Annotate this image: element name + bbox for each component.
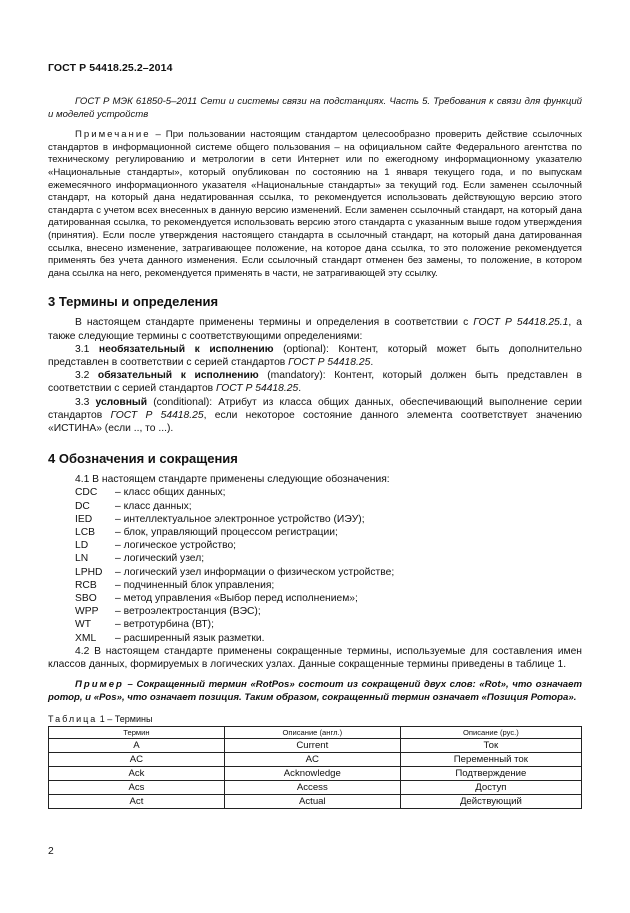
abbreviation-item: [75, 605, 582, 618]
example-label: Пример: [75, 679, 124, 691]
abbr-key: LD: [75, 540, 89, 552]
intro-text-end: , а также следующие термины с соответствующими определениями:: [48, 317, 583, 342]
section-4-1: 4.1 В настоящем стандарте применены следующие обозначения:: [75, 474, 390, 486]
column-header: Описание (рус.): [400, 727, 581, 739]
table-row: [49, 753, 582, 767]
page-number: 2: [48, 846, 54, 857]
term-3-1: [48, 343, 582, 369]
abbr-value: – логический узел информации о физическом устройстве;: [115, 566, 395, 578]
abbr-key: LN: [75, 553, 89, 565]
abbr-value: – класс данных;: [115, 500, 192, 512]
table-cell: Переменный ток: [400, 753, 581, 767]
table-header-row: [49, 727, 582, 739]
abbr-value: – логический узел;: [115, 553, 205, 565]
section-3-intro: [48, 316, 582, 342]
table-cell: Ack: [49, 767, 225, 781]
term-name: обязательный к исполнению: [97, 370, 259, 382]
table-row: [49, 781, 582, 795]
terms-table: [48, 726, 582, 809]
term-definition-end: , если некоторое состояние данного элемента соответствует значению «ИСТИНА» (если .., то ...).: [48, 409, 582, 434]
abbreviation-item: [75, 526, 582, 539]
table-caption-text: 1 – Термины: [97, 714, 153, 725]
abbreviation-item: [75, 513, 582, 526]
table-cell: Ток: [400, 739, 581, 753]
abbr-key: IED: [75, 513, 93, 525]
table-cell: Действующий: [400, 795, 581, 809]
table-cell: Actual: [224, 795, 400, 809]
abbr-key: CDC: [75, 487, 98, 499]
table-row: [49, 739, 582, 753]
abbr-value: – ветроэлектростанция (ВЭС);: [115, 606, 261, 618]
abbr-value: – метод управления «Выбор перед исполнением»;: [115, 592, 358, 604]
term-definition: (optional): Контент, который может быть дополнительно представлен в соответствии с серией стандартов: [48, 343, 582, 368]
abbr-value: – ветротурбина (ВТ);: [115, 619, 214, 631]
term-number: 3.3: [75, 396, 96, 408]
note-paragraph: [48, 129, 582, 280]
abbreviation-item: [75, 618, 582, 631]
abbr-value: – расширенный язык разметки.: [115, 632, 265, 644]
term-name: необязательный к исполнению: [98, 343, 274, 355]
example-paragraph: [48, 679, 582, 704]
abbreviation-item: [75, 486, 582, 499]
abbreviation-item: [75, 592, 582, 605]
abbr-key: DC: [75, 500, 90, 512]
table-cell: Access: [224, 781, 400, 795]
term-number: 3.2: [75, 370, 98, 382]
table-caption-label: Таблица: [48, 714, 98, 725]
term-definition: (mandatory): Контент, который должен быть представлен в соответствии с серией стандартов: [48, 370, 582, 395]
abbr-value: – класс общих данных;: [115, 487, 226, 499]
abbr-key: LCB: [75, 526, 96, 538]
term-ref: ГОСТ Р 54418.25: [288, 356, 371, 368]
abbr-key: SBO: [75, 592, 97, 604]
term-3-3: [48, 396, 582, 436]
table-cell: Acknowledge: [224, 767, 400, 781]
note-label: Примечание: [75, 129, 151, 141]
abbreviation-item: [75, 579, 582, 592]
table-cell: Подтверждение: [400, 767, 581, 781]
abbr-key: XML: [75, 632, 97, 644]
abbr-value: – подчиненный блок управления;: [115, 579, 275, 591]
term-3-2: [48, 369, 582, 395]
section-4-2: 4.2 В настоящем стандарте применены сокращенные термины, используемые для составления имен классов данных, формируемых в логических узлах. Данные сокращенные термины приведены в таблице 1.: [48, 645, 582, 670]
doc-header: ГОСТ Р 54418.25.2–2014: [48, 62, 173, 74]
term-definition: (conditional): Атрибут из класса общих данных, обеспечивающий выполнение серии стандартов: [48, 396, 582, 421]
table-row: [49, 767, 582, 781]
table-cell: Current: [224, 739, 400, 753]
abbr-value: – блок, управляющий процессом регистрации;: [115, 526, 338, 538]
table-cell: AC: [224, 753, 400, 767]
abbreviation-item: [75, 552, 582, 565]
abbreviation-item: [75, 632, 582, 645]
table-cell: Act: [49, 795, 225, 809]
abbr-key: WPP: [75, 606, 99, 618]
term-end: .: [370, 356, 374, 368]
abbreviation-list: [48, 486, 582, 644]
intro-text: В настоящем стандарте применены термины и определения в соответствии с: [75, 317, 474, 329]
reference-entry: ГОСТ Р МЭК 61850-5–2011 Сети и системы связи на подстанциях. Часть 5. Требования к связи для функций и моделей устройств: [48, 96, 582, 120]
table-caption: [48, 714, 582, 724]
abbreviation-item: [75, 566, 582, 579]
page-content: [48, 96, 582, 809]
term-name: условный: [95, 396, 148, 408]
abbr-value: – логическое устройство;: [115, 540, 237, 552]
table-cell: AC: [49, 753, 225, 767]
table-cell: Acs: [49, 781, 225, 795]
term-ref: ГОСТ Р 54418.25: [216, 383, 299, 395]
abbr-key: LPHD: [75, 566, 103, 578]
abbreviation-item: [75, 500, 582, 513]
table-row: [49, 795, 582, 809]
example-text: – Сокращенный термин «RotPos» состоит из сокращений двух слов: «Rot», что означает ротор, и «Pos», что означает позиция. Таким образом, сокращенный термин означает «Позиция Ротора».: [48, 679, 583, 703]
term-end: .: [298, 383, 302, 395]
abbr-key: RCB: [75, 579, 97, 591]
note-text: – При пользовании настоящим стандартом целесообразно проверить действие ссылочных стандартов в информационной системе общего пользования – на официальном сайте Федерального агентства по техническому регулированию и метрологии в сети Интернет или по ежегодному информационному указателю «Национальные стандарты», который опубликован по состоянию на 1 января текущего года, и по выпускам ежемесячного информационного указателя «Национальные стандарты» за текущий год. Если заменен ссылочный стандарт, на который дана недатированная ссылка, то рекомендуется использовать действующую версию этого стандарта с учетом всех внесенных в данную версию изменений. Если заменен ссылочный стандарт, на который дана датированная ссылка, то рекомендуется использовать версию этого стандарта с указанным выше годом утверждения (принятия). Если после утверждения настоящего стандарта в ссылочный стандарт, на который дана датированная ссылка, внесено изменение, затрагивающее положение, на которое дана ссылка, то это положение рекомендуется применять без учета данного изменения. Если ссылочный стандарт отменен без замены, то положение, в котором дана ссылка на него, рекомендуется применять в части, не затрагивающей эту ссылку.: [48, 129, 582, 279]
term-number: 3.1: [75, 343, 99, 355]
section-4-title: 4 Обозначения и сокращения: [48, 451, 238, 467]
column-header: Термин: [49, 727, 225, 739]
abbreviation-item: [75, 539, 582, 552]
abbr-value: – интеллектуальное электронное устройство (ИЭУ);: [115, 513, 365, 525]
table-cell: A: [49, 739, 225, 753]
section-3-title: 3 Термины и определения: [48, 294, 219, 310]
term-ref: ГОСТ Р 54418.25: [110, 409, 204, 421]
intro-ref: ГОСТ Р 54418.25.1: [473, 317, 569, 329]
table-cell: Доступ: [400, 781, 581, 795]
column-header: Описание (англ.): [224, 727, 400, 739]
abbr-key: WT: [75, 619, 92, 631]
